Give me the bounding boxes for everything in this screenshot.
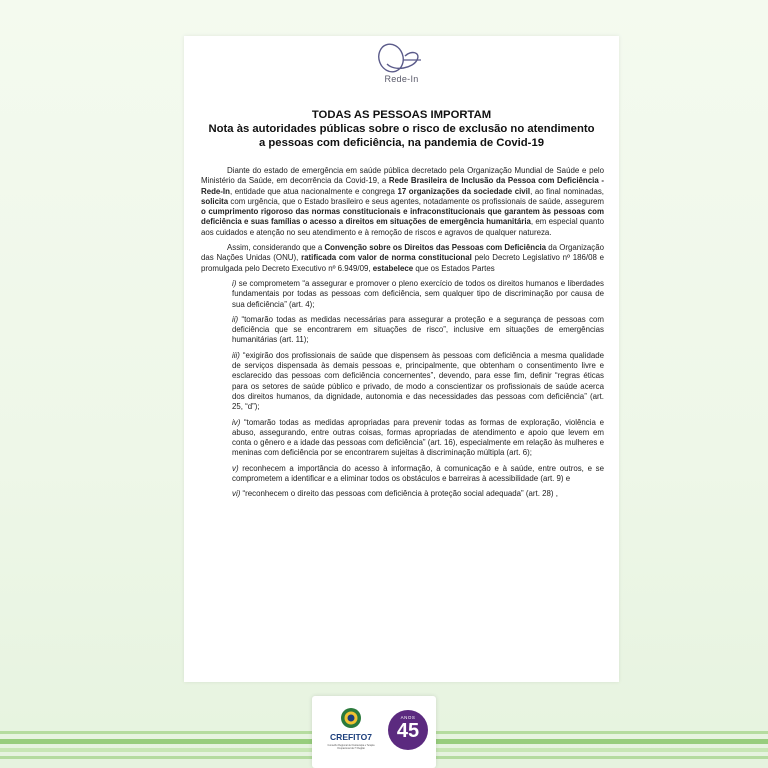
anniversary-label: ANOS: [400, 715, 416, 720]
item-text: se comprometem “a assegurar e promover o pleno exercício de todos os direitos humanos e liberdades fundamentais por todas as pessoas com deficiência, sem qualquer tipo de discriminação por causa de sua deficiência” (art. 4);: [232, 278, 604, 309]
text-run: , entidade que atua nacionalmente e congrega: [229, 186, 398, 196]
heading-title: TODAS AS PESSOAS IMPORTAM: [311, 109, 492, 121]
crefito-emblem-icon: [339, 706, 363, 730]
text-run: da Organização das Nações Unidas (ONU),: [201, 243, 605, 263]
anniversary-badge: [388, 710, 428, 750]
item-text: reconhecem a importância do acesso à informação, à comunicação e à saúde, entre outros, e se comprometem a identificar e a eliminar todos os obstáculos e barreiras à acessibilidade (art. 9) e: [232, 463, 604, 484]
document-heading: [194, 108, 609, 150]
text-run: que os Estados Partes: [413, 263, 495, 273]
heading-subtitle-line1: Nota às autoridades públicas sobre o risco de exclusão no atendimento: [208, 123, 595, 135]
text-run: Assim, considerando que a: [227, 243, 325, 253]
text-run-bold: 17 organizações da sociedade civil: [397, 186, 531, 196]
list-item: [232, 418, 604, 459]
item-number: vi): [232, 489, 241, 499]
text-run: , ao final nominadas,: [530, 186, 604, 196]
text-run: pelo Decreto Legislativo nº 186/08 e promulgada pelo Decreto Executivo nº 6.949/09,: [201, 253, 604, 273]
crefito-logo: [322, 706, 380, 760]
list-item: [232, 351, 604, 413]
item-number: i): [232, 278, 237, 288]
item-number: iii): [232, 350, 240, 360]
anniversary-number: 45: [396, 720, 420, 742]
item-number: v): [232, 463, 239, 473]
item-number: ii): [232, 314, 239, 324]
list-item: [232, 464, 604, 485]
list-item: [232, 315, 604, 346]
item-text: “tomarão todas as medidas apropriadas para prevenir todas as formas de exploração, violência e abuso, assegurando, entre outras coisas, formas apropriadas de atendimento e apoio que levem em conta o gênero e a idade das pessoas com deficiência” (art. 16), especialmente em relação às mulheres e meninas com deficiência por se encontrarem sujeitas à discriminação múltipla (art. 6);: [232, 417, 604, 458]
rede-in-logo: [184, 36, 619, 90]
text-run: com urgência, que o Estado brasileiro e seus agentes, notadamente os profissionais de saúde, assegurem: [228, 196, 604, 206]
text-run-bold: ratificada com valor de norma constitucional: [301, 253, 472, 263]
item-text: “reconhecem o direito das pessoas com deficiência à proteção social adequada” (art. 28) ,: [240, 489, 558, 499]
text-run: Diante do estado de emergência em saúde pública decretado pela Organização Mundial de Saúde e pelo Ministério da Saúde, em decorrência da Covid-19, a: [201, 166, 604, 186]
paragraph-intro: [201, 166, 604, 238]
text-run-bold: Convenção sobre os Direitos das Pessoas com Deficiência: [324, 243, 547, 253]
text-run-bold: o cumprimento rigoroso das normas constitucionais e infraconstitucionais que garantem às pessoas com deficiência e suas famílias o acesso a direitos em situações de emergência humanitária: [201, 207, 604, 227]
crefito-subtitle: Conselho Regional de Fisioterapia e Terapia Ocupacional da 7ª Região: [327, 744, 375, 750]
item-number: iv): [232, 417, 241, 427]
item-text: “exigirão dos profissionais de saúde que dispensem às pessoas com deficiência a mesma qualidade de serviços dispensada às demais pessoas e, principalmente, que obtenham o consentimento livre e esclarecido das pessoas com deficiência concernentes”, devendo, para esse fim, definir “regras éticas para os setores de saúde público e privado, de modo a conscientizar os profissionais de saúde acerca dos direitos humanos, da dignidade, autonomia e das necessidades das pessoas com deficiência” (art. 25, “d”);: [232, 350, 604, 412]
footer-logos: [312, 696, 436, 768]
list-item: [232, 279, 604, 310]
document-body: [201, 166, 604, 505]
rede-in-logo-icon: [351, 38, 451, 78]
list-item: [232, 489, 604, 499]
heading-subtitle-line2: a pessoas com deficiência, na pandemia de Covid-19: [258, 137, 545, 149]
text-run-bold: estabelece: [372, 263, 414, 273]
crefito-name: CREFITO7: [330, 732, 372, 742]
text-run-bold: Rede Brasileira de Inclusão da Pessoa com Deficiência - Rede-In: [201, 176, 605, 196]
text-run-bold: solicita: [201, 196, 229, 206]
item-text: “tomarão todas as medidas necessárias para assegurar a proteção e a segurança de pessoas com deficiência que se encontrarem em situações de risco”, inclusive em situações de emergências humanitárias (art. 11);: [232, 314, 604, 345]
document-page: [184, 36, 619, 682]
paragraph-convention: [201, 243, 604, 274]
logo-text: Rede-In: [384, 74, 419, 84]
text-run: , em especial quanto aos cuidados e atenção no seu atendimento e à remoção de riscos e agravos de qualquer natureza.: [201, 217, 604, 237]
